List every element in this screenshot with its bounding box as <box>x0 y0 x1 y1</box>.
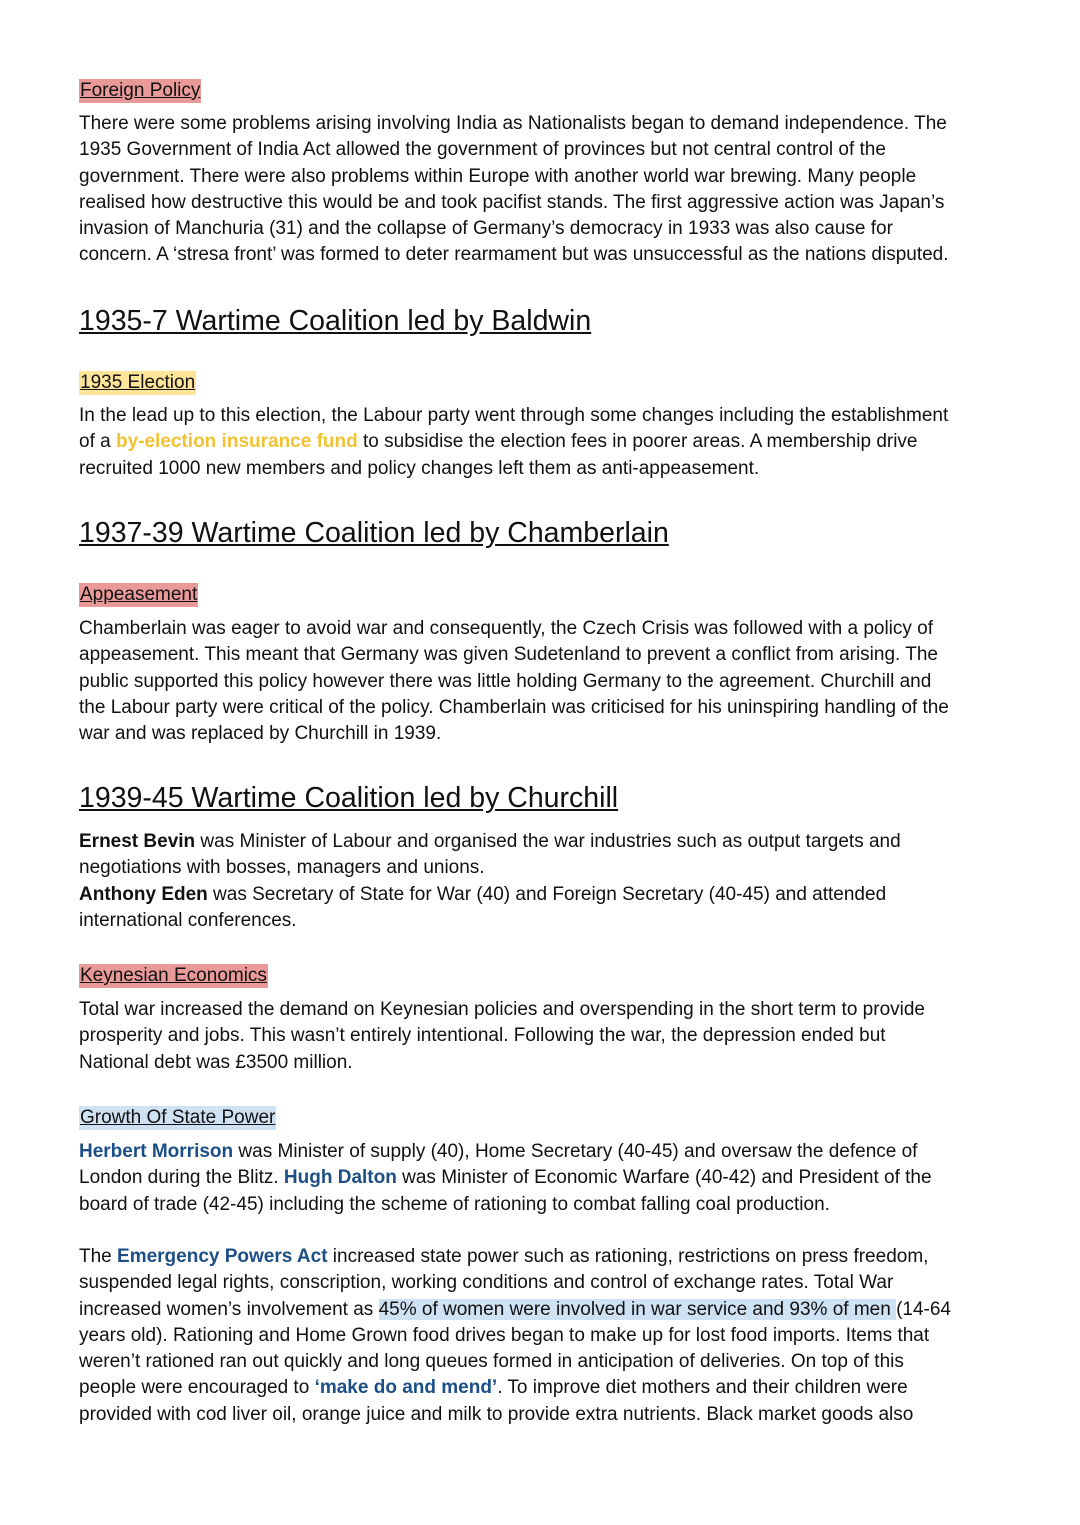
churchill-section <box>79 781 1004 815</box>
text-run: . To improve diet mothers and their children were <box>497 1377 908 1399</box>
paragraph-line: Total war increased the demand on Keynesian policies and overspending in the short term to provide <box>79 999 926 1020</box>
paragraph-line: public supported this policy however there was little holding Germany to the agreement. Churchill and <box>79 670 932 692</box>
section-heading-chamberlain: 1937-39 Wartime Coalition led by Chamberlain <box>79 517 669 549</box>
paragraph-line: prosperity and jobs. This wasn’t entirely intentional. Following the war, the depression ended but <box>79 1025 886 1047</box>
text-run: was Minister of supply (40), Home Secretary (40-45) and oversaw the defence of <box>233 1141 918 1162</box>
paragraph-line: the Labour party were critical of the policy. Chamberlain was criticised for his uninspiring handling of the <box>79 696 949 718</box>
appeasement-heading-block <box>79 583 1004 607</box>
paragraph-line: recruited 1000 new members and policy changes left them as anti-appeasement. <box>79 457 760 479</box>
paragraph-line <box>79 1244 1004 1270</box>
baldwin-section <box>79 304 1004 338</box>
paragraph-line: realised how destructive this would be and took pacifist stands. The first aggressive action was Japan’s <box>79 191 945 213</box>
paragraph-line <box>79 882 1004 908</box>
text-run: London during the Blitz. <box>79 1167 284 1189</box>
paragraph-line <box>79 1297 1004 1323</box>
state-power-paragraph-1 <box>79 1139 1004 1218</box>
text-run: people were encouraged to <box>79 1377 315 1399</box>
make-do-and-mend: ‘make do and mend’ <box>314 1377 498 1399</box>
foreign-policy-paragraph <box>79 111 1004 269</box>
section-heading-churchill: 1939-45 Wartime Coalition led by Churchill <box>79 782 619 814</box>
paragraph-line: National debt was £3500 million. <box>79 1051 353 1073</box>
paragraph-line: government. There were also problems within Europe with another world war brewing. Many people <box>79 165 917 187</box>
paragraph-line: suspended legal rights, conscription, working conditions and control of exchange rates. Total War <box>79 1272 894 1294</box>
insurance-fund-highlight: by-election insurance fund <box>115 431 358 453</box>
text-run: The <box>79 1246 118 1267</box>
keynesian-heading-block <box>79 964 1004 988</box>
foreign-policy-heading: Foreign Policy <box>80 80 201 101</box>
election-heading: 1935 Election <box>80 372 196 393</box>
paragraph-line: international conferences. <box>79 909 297 931</box>
state-power-heading: Growth Of State Power <box>80 1107 276 1128</box>
paragraph-line: concern. A ‘stresa front’ was formed to deter rearmament but was unsuccessful as the nations disputed. <box>79 244 949 266</box>
text-run: (14-64 <box>896 1298 951 1320</box>
appeasement-heading: Appeasement <box>80 584 198 605</box>
paragraph-line <box>79 1375 1004 1401</box>
bevin-name: Ernest Bevin <box>79 831 196 852</box>
paragraph-line: There were some problems arising involving India as Nationalists began to demand independence. The <box>79 113 947 134</box>
chamberlain-section <box>79 516 1004 550</box>
election-paragraph <box>79 403 1004 482</box>
text-run: was Minister of Labour and organised the war industries such as output targets and <box>195 831 901 852</box>
war-service-stat-highlight: 45% of women were involved in war service and 93% of men <box>378 1298 897 1320</box>
paragraph-line: war and was replaced by Churchill in 1939. <box>79 723 442 745</box>
paragraph-line: invasion of Manchuria (31) and the collapse of Germany’s democracy in 1933 was also cause for <box>79 218 893 240</box>
emergency-powers-act: Emergency Powers Act <box>117 1246 328 1267</box>
keynesian-paragraph <box>79 997 1004 1076</box>
paragraph-line: board of trade (42-45) including the scheme of rationing to combat falling coal production. <box>79 1193 830 1215</box>
text-run: increased women’s involvement as <box>79 1298 379 1320</box>
paragraph-line <box>79 829 1004 855</box>
text-run: to subsidise the election fees in poorer areas. A membership drive <box>357 431 918 453</box>
election-heading-block <box>79 371 1004 395</box>
state-power-paragraph-2 <box>79 1244 1004 1428</box>
text-run: increased state power such as rationing, restrictions on press freedom, <box>327 1246 929 1267</box>
text-run: of a <box>79 431 116 453</box>
keynesian-heading: Keynesian Economics <box>80 965 267 986</box>
paragraph-line: years old). Rationing and Home Grown food drives began to make up for lost food imports. Items that <box>79 1324 930 1346</box>
section-heading-baldwin: 1935-7 Wartime Coalition led by Baldwin <box>79 305 592 337</box>
state-power-heading-block <box>79 1106 1004 1130</box>
paragraph-line: negotiations with bosses, managers and unions. <box>79 857 485 879</box>
paragraph-line <box>79 429 1004 455</box>
paragraph-line: weren’t rationed ran out quickly and long queues formed in anticipation of deliveries. On top of this <box>79 1351 904 1373</box>
ministers-paragraph <box>79 829 1004 934</box>
paragraph-line <box>79 1139 1004 1165</box>
morrison-name: Herbert Morrison <box>79 1141 234 1162</box>
text-run: was Minister of Economic Warfare (40-42) and President of the <box>396 1167 932 1189</box>
appeasement-paragraph <box>79 616 1004 747</box>
paragraph-line: In the lead up to this election, the Labour party went through some changes including the establishment <box>79 405 949 426</box>
text-run: was Secretary of State for War (40) and Foreign Secretary (40-45) and attended <box>207 883 887 905</box>
dalton-name: Hugh Dalton <box>283 1167 397 1189</box>
eden-name: Anthony Eden <box>79 883 208 905</box>
paragraph-line: 1935 Government of India Act allowed the government of provinces but not central control of the <box>79 139 886 161</box>
paragraph-line <box>79 1165 1004 1191</box>
paragraph-line: Chamberlain was eager to avoid war and consequently, the Czech Crisis was followed with a policy of <box>79 618 934 639</box>
paragraph-line: provided with cod liver oil, orange juice and milk to provide extra nutrients. Black market goods also <box>79 1403 914 1425</box>
paragraph-line: appeasement. This meant that Germany was given Sudetenland to prevent a conflict from arising. The <box>79 644 938 666</box>
foreign-policy-heading-block <box>79 79 1004 103</box>
